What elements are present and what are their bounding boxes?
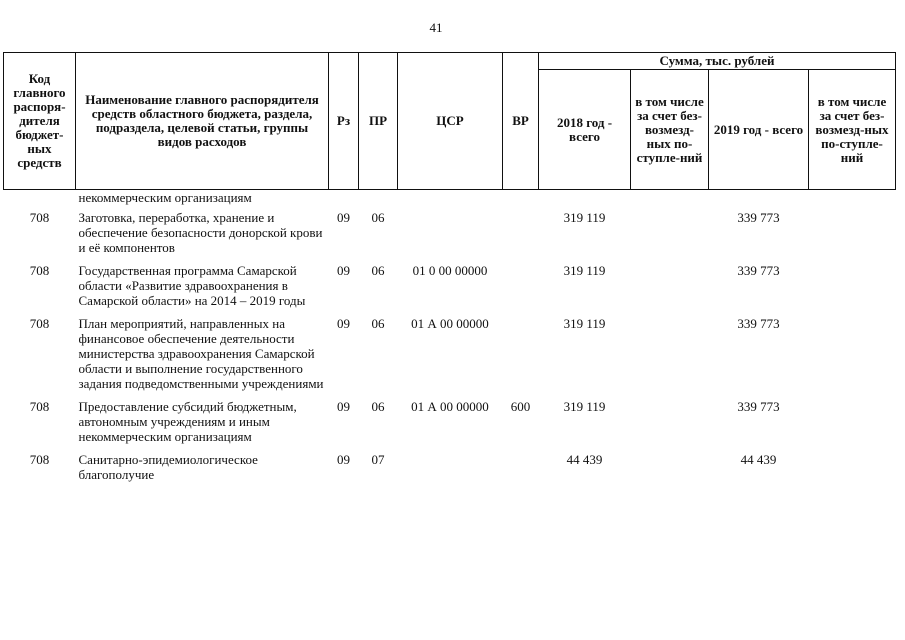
cell-sum-2019: 44 439 <box>740 452 777 467</box>
cell-pr: 07 <box>371 452 385 467</box>
cell-vr <box>503 258 539 311</box>
table-header <box>4 53 896 190</box>
cell-code: 708 <box>29 316 50 331</box>
header-rz: Рз <box>329 53 359 190</box>
table-row <box>4 311 896 394</box>
cell-csr: 01 А 00 00000 <box>411 316 489 331</box>
table-body <box>4 190 896 486</box>
cell-csr: 01 0 00 00000 <box>412 263 488 278</box>
page-number: 41 <box>429 20 443 35</box>
cell-rz: 09 <box>337 399 350 414</box>
cell-vr: 600 <box>510 399 531 414</box>
budget-table <box>3 52 896 485</box>
cell-name: Санитарно-эпидемиологическое благополучие <box>78 452 258 482</box>
header-code: Код главного распоря-дителя бюджет-ных средств <box>4 53 76 190</box>
cell-free-2018 <box>631 205 709 258</box>
cell-code: 708 <box>29 210 50 225</box>
cell-free-2018 <box>631 311 709 394</box>
cell-csr <box>398 205 503 258</box>
cell-name: Заготовка, переработка, хранение и обеспечение безопасности донорской крови и её компонентов <box>78 210 323 255</box>
cell-rz: 09 <box>337 452 350 467</box>
cell-free-2019 <box>809 205 896 258</box>
cell-free-2019 <box>809 311 896 394</box>
table-row <box>4 447 896 485</box>
header-2019-total: 2019 год - всего <box>709 70 809 190</box>
cell-pr: 06 <box>371 263 385 278</box>
cell-free-2018 <box>631 447 709 485</box>
cell-sum-2018: 319 119 <box>563 210 606 225</box>
cell-vr <box>503 447 539 485</box>
cell-sum-2019: 339 773 <box>737 316 780 331</box>
cell-name: Предоставление субсидий бюджетным, автономным учреждениям и иным некоммерческим организациям <box>78 399 297 444</box>
cell-code: 708 <box>29 263 50 278</box>
cell-name: План мероприятий, направленных на финансовое обеспечение деятельности министерства здравоохранения Самарской области и выполнение государственного задания подведомственными учреждениями <box>78 316 324 391</box>
header-sum: Сумма, тыс. рублей <box>539 53 896 70</box>
header-2018-total: 2018 год - всего <box>539 70 631 190</box>
table-row <box>4 258 896 311</box>
continuation-text: некоммерческим организациям <box>78 190 252 205</box>
header-pr: ПР <box>359 53 398 190</box>
cell-free-2019 <box>809 394 896 447</box>
cell-sum-2019: 339 773 <box>737 399 780 414</box>
cell-sum-2018: 319 119 <box>563 263 606 278</box>
continuation-row <box>4 190 896 206</box>
cell-free-2018 <box>631 258 709 311</box>
cell-sum-2019: 339 773 <box>737 210 780 225</box>
header-vr: ВР <box>503 53 539 190</box>
cell-free-2018 <box>631 394 709 447</box>
cell-csr: 01 А 00 00000 <box>411 399 489 414</box>
cell-pr: 06 <box>371 399 385 414</box>
cell-csr <box>398 447 503 485</box>
header-2018-free: в том числе за счет без-возмезд-ных по-ступле-ний <box>631 70 709 190</box>
cell-rz: 09 <box>337 210 350 225</box>
cell-vr <box>503 311 539 394</box>
cell-name: Государственная программа Самарской области «Развитие здравоохранения в Самарской области» на 2014 – 2019 годы <box>78 263 306 308</box>
cell-pr: 06 <box>371 316 385 331</box>
table-row <box>4 205 896 258</box>
header-2019-free: в том числе за счет без-возмезд-ных по-ступле-ний <box>809 70 896 190</box>
cell-sum-2018: 319 119 <box>563 316 606 331</box>
cell-sum-2019: 339 773 <box>737 263 780 278</box>
cell-pr: 06 <box>371 210 385 225</box>
table-row <box>4 394 896 447</box>
cell-sum-2018: 44 439 <box>566 452 603 467</box>
cell-vr <box>503 205 539 258</box>
header-csr: ЦСР <box>398 53 503 190</box>
header-name: Наименование главного распорядителя средств областного бюджета, раздела, подраздела, целевой статьи, группы видов расходов <box>76 53 329 190</box>
cell-code: 708 <box>29 399 50 414</box>
cell-free-2019 <box>809 258 896 311</box>
cell-sum-2018: 319 119 <box>563 399 606 414</box>
cell-rz: 09 <box>337 263 350 278</box>
cell-code: 708 <box>29 452 50 467</box>
cell-free-2019 <box>809 447 896 485</box>
cell-rz: 09 <box>337 316 350 331</box>
